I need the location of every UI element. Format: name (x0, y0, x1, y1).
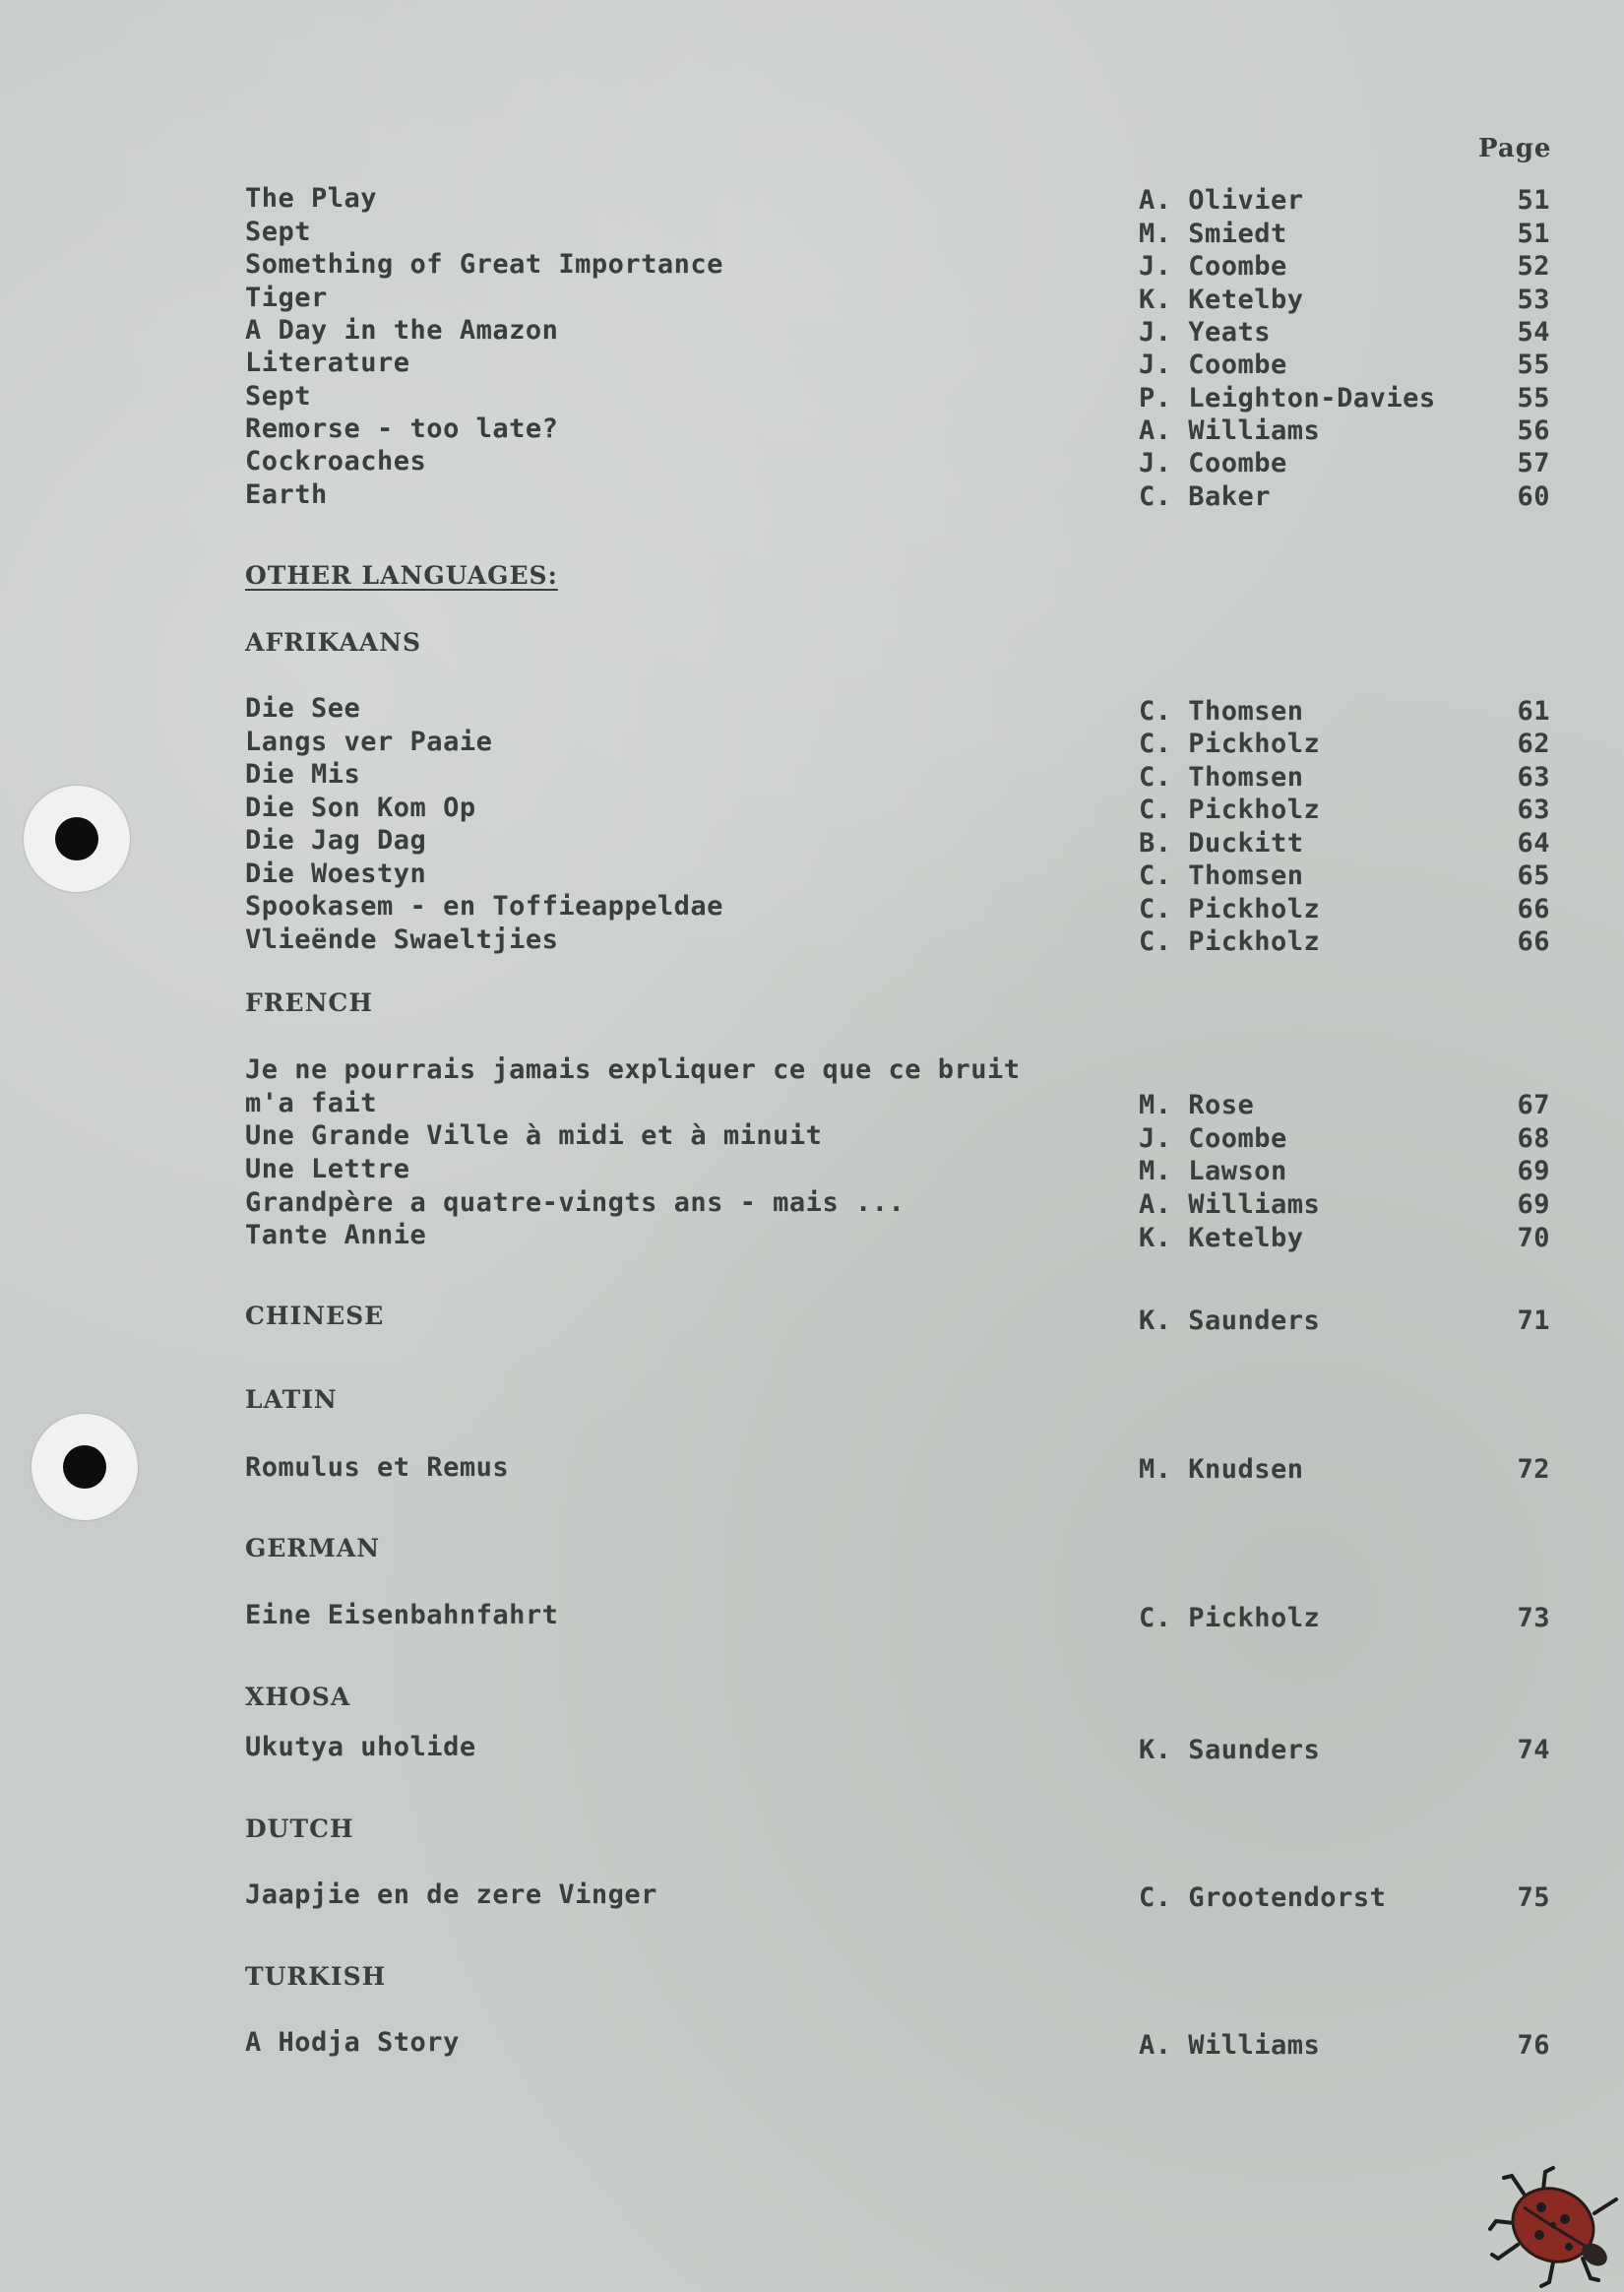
section-heading-chinese: CHINESE (245, 1302, 385, 1330)
entry-title: Une Grande Ville à midi et à minuit (245, 1120, 823, 1151)
entry-author: M. Rose (1139, 1090, 1255, 1120)
entry-author: K. Saunders (1139, 1305, 1321, 1336)
entry-author: K. Ketelby (1139, 285, 1304, 315)
entry-page: 66 (1517, 926, 1550, 957)
entry-title: Die Jag Dag (245, 825, 427, 856)
page-column-label: Page (1478, 134, 1552, 163)
section-heading-turkish: TURKISH (245, 1962, 387, 1991)
entry-author: J. Coombe (1139, 1123, 1287, 1154)
entry-author: A. Williams (1139, 1189, 1321, 1220)
section-heading-french: FRENCH (245, 988, 373, 1017)
ladybird-icon (1484, 2164, 1624, 2292)
entry-title: Sept (245, 381, 312, 412)
entry-author: A. Williams (1139, 2030, 1321, 2061)
entry-page: 55 (1517, 350, 1550, 380)
entry-author: C. Thomsen (1139, 860, 1304, 891)
entry-page: 65 (1517, 860, 1550, 891)
entry-page: 76 (1517, 2030, 1550, 2061)
entry-page: 66 (1517, 894, 1550, 924)
entry-page: 56 (1517, 415, 1550, 446)
section-heading-xhosa: XHOSA (245, 1683, 351, 1711)
entry-author: C. Pickholz (1139, 894, 1321, 924)
entry-author: K. Ketelby (1139, 1223, 1304, 1253)
entry-author: C. Pickholz (1139, 729, 1321, 759)
entry-author: M. Smiedt (1139, 219, 1287, 249)
entry-title: Literature (245, 348, 410, 378)
entry-title: Spookasem - en Toffieappeldae (245, 891, 723, 922)
entry-page: 75 (1517, 1882, 1550, 1913)
entry-author: K. Saunders (1139, 1735, 1321, 1765)
entry-page: 69 (1517, 1189, 1550, 1220)
entry-title: Tiger (245, 283, 328, 313)
entry-author: C. Grootendorst (1139, 1882, 1387, 1913)
entry-page: 63 (1517, 762, 1550, 793)
entry-title: Earth (245, 479, 328, 510)
entry-page: 72 (1517, 1454, 1550, 1485)
entry-title: Une Lettre (245, 1154, 410, 1184)
entry-title: Die Mis (245, 759, 361, 790)
entry-page: 71 (1517, 1305, 1550, 1336)
entry-page: 55 (1517, 383, 1550, 414)
entry-title: A Day in the Amazon (245, 315, 559, 346)
entry-page: 64 (1517, 828, 1550, 859)
entry-page: 67 (1517, 1090, 1550, 1120)
entry-author: A. Williams (1139, 415, 1321, 446)
section-heading-afrikaans: AFRIKAANS (245, 628, 422, 657)
entry-title: Vlieënde Swaeltjies (245, 924, 559, 955)
entry-title: Ukutya uholide (245, 1732, 476, 1762)
entry-title: Cockroaches (245, 446, 427, 477)
entry-page: 52 (1517, 251, 1550, 282)
other-languages-heading: OTHER LANGUAGES: (245, 561, 558, 590)
entry-author: C. Thomsen (1139, 762, 1304, 793)
entry-author: B. Duckitt (1139, 828, 1304, 859)
entry-author: C. Pickholz (1139, 926, 1321, 957)
entry-page: 57 (1517, 448, 1550, 478)
entry-author: J. Coombe (1139, 350, 1287, 380)
entry-author: M. Knudsen (1139, 1454, 1304, 1485)
entry-title-line: Je ne pourrais jamais expliquer ce que ce bruit (245, 1054, 1021, 1085)
entry-title: Tante Annie (245, 1220, 427, 1250)
entry-page: 74 (1517, 1735, 1550, 1765)
entry-title: A Hodja Story (245, 2027, 460, 2058)
entry-page: 70 (1517, 1223, 1550, 1253)
entry-title: The Play (245, 183, 378, 214)
entry-author: J. Yeats (1139, 317, 1272, 348)
entry-title: Jaapjie en de zere Vinger (245, 1879, 657, 1910)
punch-hole-icon (31, 1414, 138, 1520)
entry-page: 69 (1517, 1156, 1550, 1186)
entry-page: 51 (1517, 219, 1550, 249)
entry-page: 68 (1517, 1123, 1550, 1154)
entry-page: 63 (1517, 795, 1550, 825)
entry-author: M. Lawson (1139, 1156, 1287, 1186)
section-heading-latin: LATIN (245, 1385, 338, 1414)
entry-author: J. Coombe (1139, 251, 1287, 282)
entry-author: C. Baker (1139, 481, 1272, 512)
punch-hole-icon (24, 786, 130, 892)
entry-title: Remorse - too late? (245, 414, 559, 444)
entry-page: 54 (1517, 317, 1550, 348)
section-heading-german: GERMAN (245, 1534, 381, 1562)
entry-title: Die Woestyn (245, 859, 427, 889)
entry-title: Something of Great Importance (245, 249, 723, 280)
entry-title: Langs ver Paaie (245, 727, 493, 757)
entry-page: 51 (1517, 185, 1550, 216)
section-heading-dutch: DUTCH (245, 1814, 354, 1843)
entry-page: 53 (1517, 285, 1550, 315)
entry-page: 62 (1517, 729, 1550, 759)
entry-author: C. Pickholz (1139, 795, 1321, 825)
entry-page: 61 (1517, 696, 1550, 727)
entry-title: Romulus et Remus (245, 1452, 510, 1483)
entry-author: J. Coombe (1139, 448, 1287, 478)
entry-page: 60 (1517, 481, 1550, 512)
entry-author: A. Olivier (1139, 185, 1304, 216)
entry-author: P. Leighton-Davies (1139, 383, 1436, 414)
entry-title: Eine Eisenbahnfahrt (245, 1600, 559, 1630)
entry-author: C. Pickholz (1139, 1603, 1321, 1633)
entry-title: Sept (245, 217, 312, 247)
entry-author: C. Thomsen (1139, 696, 1304, 727)
entry-title: Grandpère a quatre-vingts ans - mais ... (245, 1187, 906, 1218)
entry-page: 73 (1517, 1603, 1550, 1633)
entry-title: m'a fait (245, 1088, 378, 1118)
entry-title: Die See (245, 693, 361, 724)
entry-title: Die Son Kom Op (245, 793, 476, 823)
